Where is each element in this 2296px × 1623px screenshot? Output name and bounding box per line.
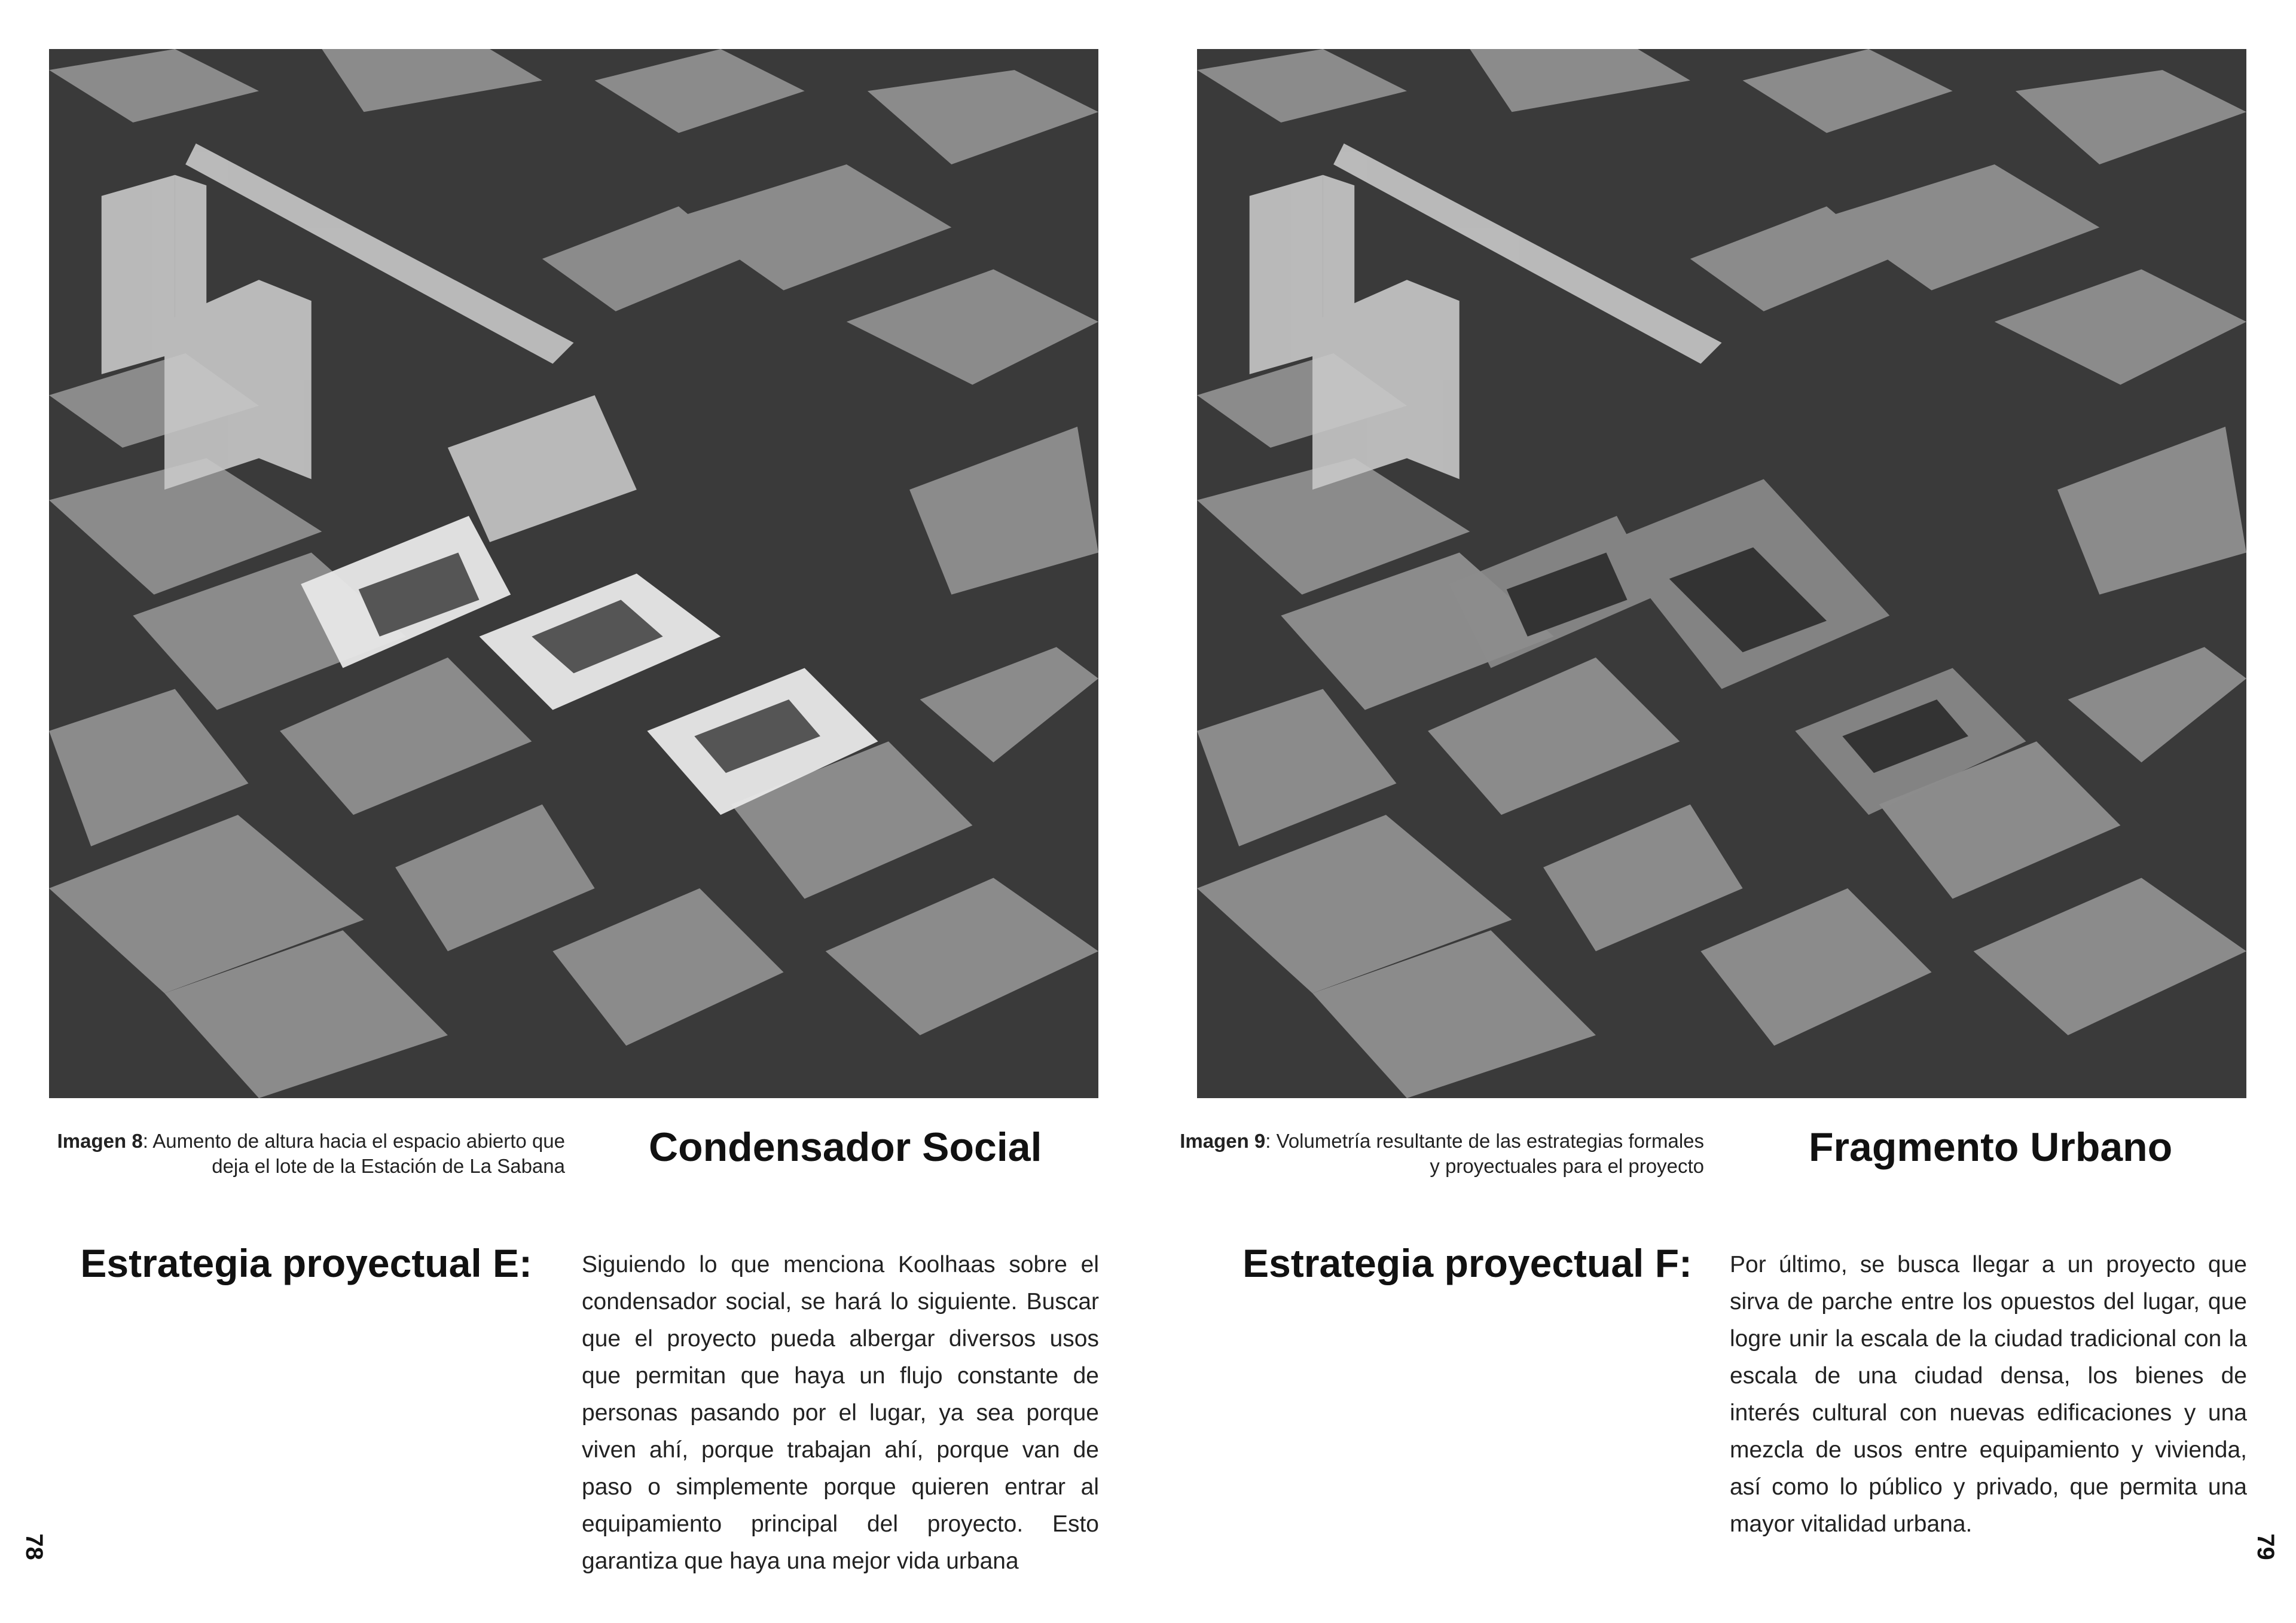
caption-label: Imagen 8 — [57, 1130, 143, 1152]
figure-imagen-8 — [49, 49, 1098, 1098]
figure-imagen-9 — [1197, 49, 2246, 1098]
caption-label: Imagen 9 — [1180, 1130, 1266, 1152]
page-number: 78 — [20, 1533, 47, 1560]
caption-text: : Volumetría resultante de las estrategias formales y proyectuales para el proyecto — [1265, 1130, 1704, 1177]
figure-caption — [1166, 1129, 1704, 1179]
caption-text: : Aumento de altura hacia el espacio abierto que deja el lote de la Estación de La Sabana — [142, 1130, 565, 1177]
strategy-heading: Estrategia proyectual F: — [1242, 1241, 1692, 1285]
strategy-heading: Estrategia proyectual E: — [80, 1241, 532, 1285]
figure-caption — [27, 1129, 565, 1179]
section-title: Condensador Social — [649, 1124, 1042, 1170]
section-title: Fragmento Urbano — [1809, 1124, 2173, 1170]
page-number: 79 — [2252, 1533, 2279, 1560]
isometric-city-model-illustration — [49, 49, 1098, 1098]
isometric-city-model-illustration — [1197, 49, 2246, 1098]
body-paragraph: Siguiendo lo que menciona Koolhaas sobre el condensador social, se hará lo siguiente. Buscar que el proyecto pueda albergar diversos usos que permitan que haya un flujo constante de personas pasando por el lugar, ya sea porque viven ahí, porque trabajan ahí, porque van de paso o simplemente porque quieren entrar al equipamiento principal del proyecto. Esto garantiza que haya una mejor vida urbana — [582, 1252, 1099, 1574]
right-page — [1148, 0, 2296, 1623]
body-paragraph: Por último, se busca llegar a un proyecto que sirva de parche entre los opuestos del lugar, que logre unir la escala de la ciudad tradicional con la escala de una ciudad densa, los bienes de interés cultural con nuevas edificaciones y una mezcla de usos entre equipamiento y vivienda, así como lo público y privado, que permita una mayor vitalidad urbana. — [1730, 1252, 2247, 1537]
